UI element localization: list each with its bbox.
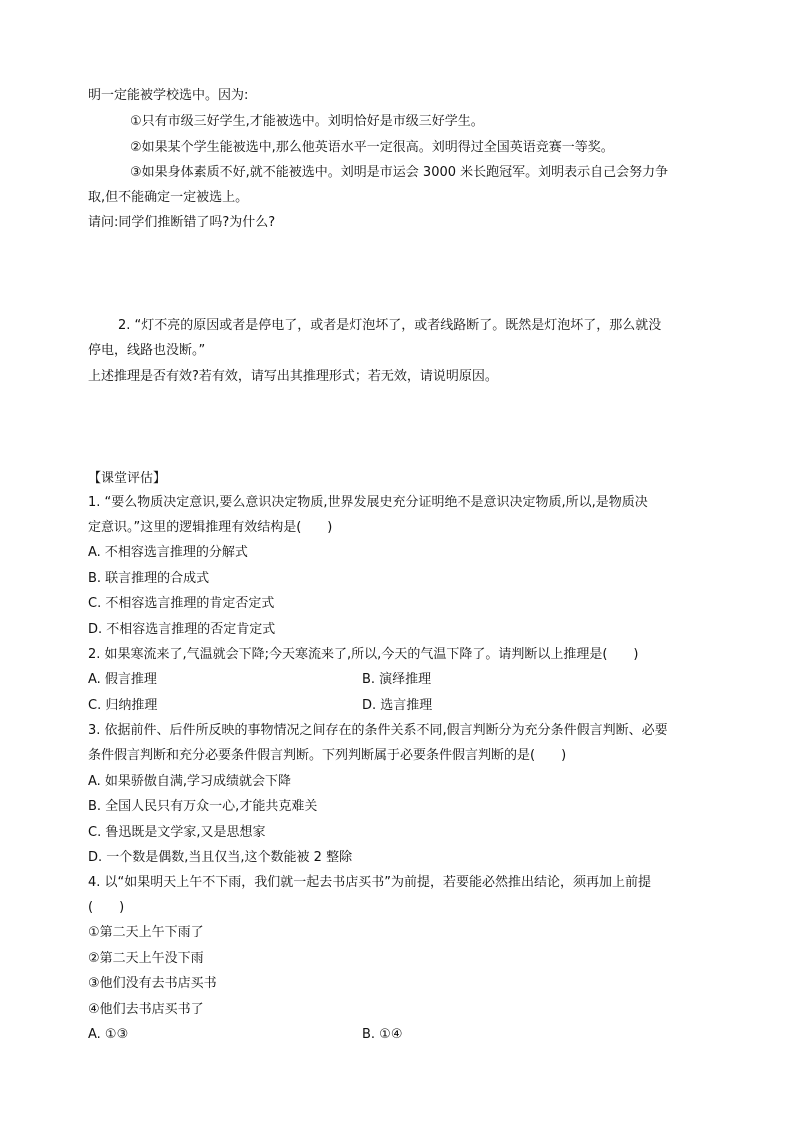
item-4-option-b: B. ①④	[362, 1027, 403, 1042]
item-3-option-d: D. 一个数是偶数,当且仅当,这个数能被 2 整除	[88, 850, 353, 865]
question-2-ask: 上述推理是否有效?若有效，请写出其推理形式；若无效，请说明原因。	[88, 369, 498, 384]
question-2: 2. “灯不亮的原因或者是停电了，或者是灯泡坏了，或者线路断了。既然是灯泡坏了，那么就没	[118, 318, 662, 333]
condition-3: ③如果身体素质不好,就不能被选中。刘明是市运会 3000 米长跑冠军。刘明表示自己会努力争	[130, 165, 669, 180]
item-4-choice-3: ③他们没有去书店买书	[88, 976, 217, 991]
item-4: 4. 以“如果明天上午不下雨，我们就一起去书店买书”为前提，若要能必然推出结论，须再加上前提	[88, 875, 652, 890]
section-title: 【课堂评估】	[88, 471, 167, 486]
item-4-choice-1: ①第二天上午下雨了	[88, 925, 204, 940]
condition-1: ①只有市级三好学生,才能被选中。刘明恰好是市级三好学生。	[130, 114, 484, 129]
item-1-option-a: A. 不相容选言推理的分解式	[88, 545, 248, 560]
item-2: 2. 如果寒流来了,气温就会下降;今天寒流来了,所以,今天的气温下降了。请判断以上推理是( )	[88, 647, 639, 662]
item-1-option-d: D. 不相容选言推理的否定肯定式	[88, 622, 276, 637]
item-1-cont: 定意识。”这里的逻辑推理有效结构是( )	[88, 520, 333, 535]
question-2-cont: 停电，线路也没断。”	[88, 343, 206, 358]
intro-question: 请问:同学们推断错了吗?为什么?	[88, 215, 276, 230]
condition-2: ②如果某个学生能被选中,那么他英语水平一定很高。刘明得过全国英语竞赛一等奖。	[130, 140, 614, 155]
item-2-option-b: B. 演绎推理	[362, 672, 432, 687]
item-1: 1. “要么物质决定意识,要么意识决定物质,世界发展史充分证明绝不是意识决定物质,所以,是物质决	[88, 495, 648, 510]
condition-3-cont: 取,但不能确定一定被选上。	[88, 190, 249, 205]
item-3-option-c: C. 鲁迅既是文学家,又是思想家	[88, 825, 266, 840]
item-3-option-a: A. 如果骄傲自满,学习成绩就会下降	[88, 774, 292, 789]
item-4-cont: ( )	[88, 900, 125, 915]
item-2-option-c: C. 归纳推理	[88, 698, 158, 713]
item-2-option-a: A. 假言推理	[88, 672, 157, 687]
item-2-option-d: D. 选言推理	[362, 698, 433, 713]
item-3-cont: 条件假言判断和充分必要条件假言判断。下列判断属于必要条件假言判断的是( )	[88, 748, 567, 763]
item-1-option-b: B. 联言推理的合成式	[88, 571, 210, 586]
intro-text: 明一定能被学校选中。因为:	[88, 88, 249, 103]
item-3: 3. 依据前件、后件所反映的事物情况之间存在的条件关系不同,假言判断分为充分条件假言判断、必要	[88, 723, 668, 738]
item-4-choice-4: ④他们去书店买书了	[88, 1002, 204, 1017]
item-1-option-c: C. 不相容选言推理的肯定否定式	[88, 596, 275, 611]
item-4-option-a: A. ①③	[88, 1027, 129, 1042]
item-3-option-b: B. 全国人民只有万众一心,才能共克难关	[88, 799, 318, 814]
item-4-choice-2: ②第二天上午没下雨	[88, 951, 204, 966]
